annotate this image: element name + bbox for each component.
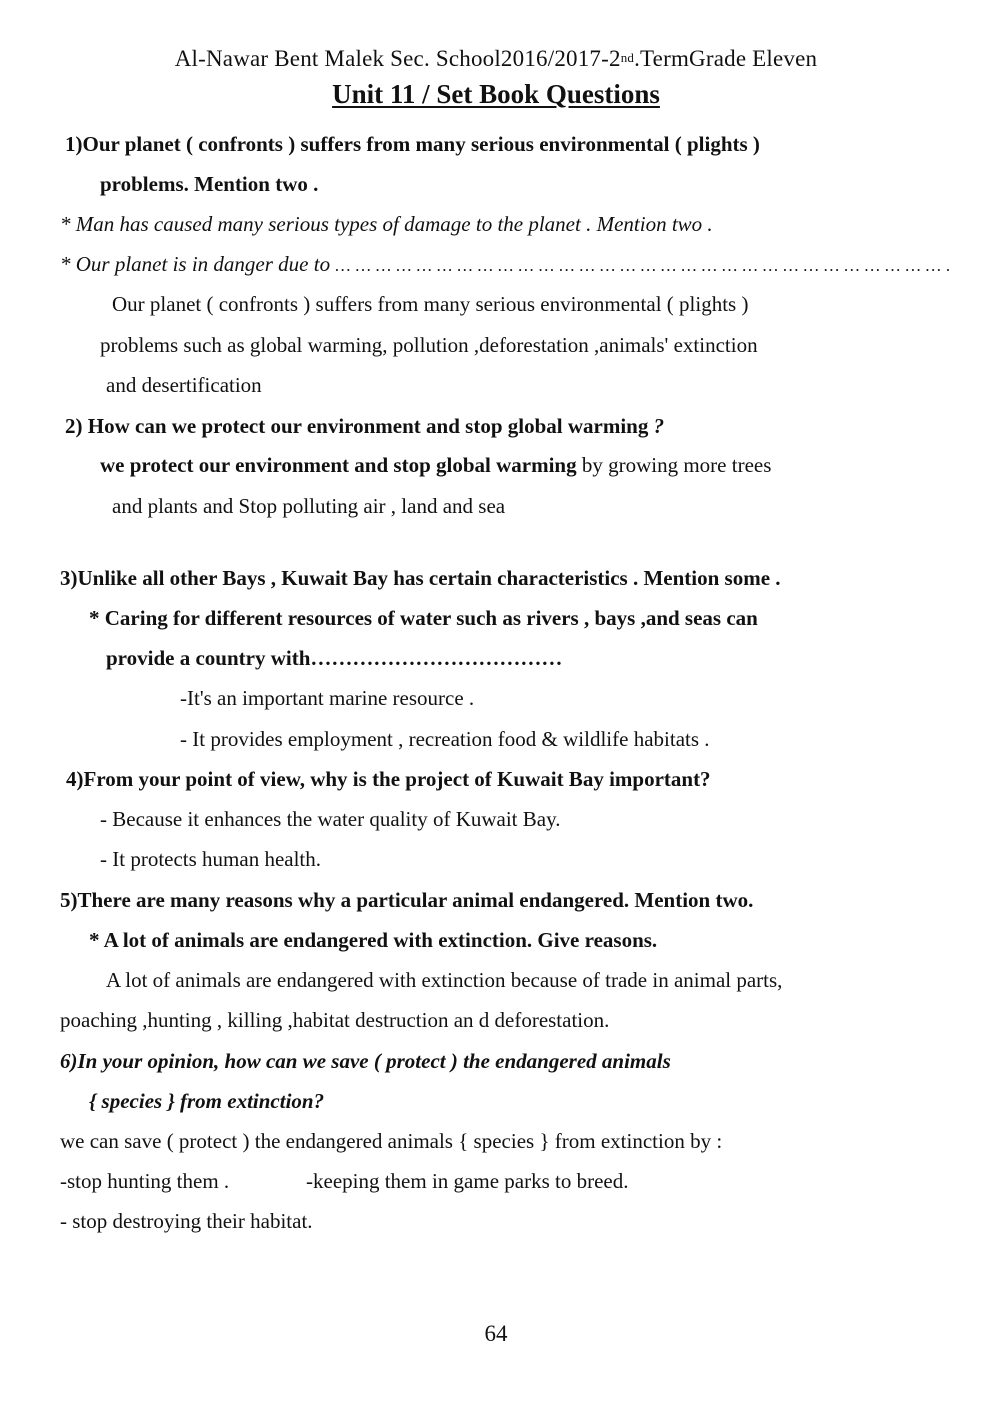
page-title: Unit 11 / Set Book Questions <box>332 79 660 109</box>
school-header <box>0 46 992 75</box>
ordinal-suffix: nd <box>620 50 635 65</box>
answer-6-item-3: - stop destroying their habitat. <box>60 1209 313 1233</box>
answer-6-intro: we can save ( protect ) the endangered animals { species } from extinction by : <box>60 1129 723 1153</box>
question-6-cont: { species } from extinction? <box>89 1089 325 1113</box>
answer-1-line-1: Our planet ( confronts ) suffers from many serious environmental ( plights ) <box>112 292 749 316</box>
answer-2-bold: we protect our environment and stop global warming <box>100 453 577 477</box>
answer-2-rest: by growing more trees <box>576 453 772 477</box>
answer-3-line-2: - It provides employment , recreation food & wildlife habitats . <box>180 727 710 751</box>
answer-2-line-1 <box>100 452 771 478</box>
question-2-text: 2) How can we protect our environment and stop global warming <box>65 414 654 438</box>
fill-in-dots: … … … … … … … … … … … … … … … … … … … … … … … … … … … … … … . <box>335 256 952 275</box>
answer-2-line-2: and plants and Stop polluting air , land and sea <box>112 494 506 518</box>
question-1-alt-1: * Man has caused many serious types of damage to the planet . Mention two . <box>60 212 713 236</box>
question-3-alt-2: provide a country with……………………………… <box>106 646 563 670</box>
school-name: Al-Nawar Bent Malek Sec. School2016/2017-2 <box>174 46 621 71</box>
answer-3-line-1: -It's an important marine resource . <box>180 686 475 710</box>
answer-4-line-1: - Because it enhances the water quality of Kuwait Bay. <box>100 807 561 831</box>
answer-5-line-2: poaching ,hunting , killing ,habitat destruction an d deforestation. <box>60 1008 610 1032</box>
question-4: 4)From your point of view, why is the project of Kuwait Bay important? <box>66 767 711 791</box>
answer-1-line-3: and desertification <box>106 373 262 397</box>
answer-6-item-2: -keeping them in game parks to breed. <box>306 1169 629 1193</box>
answer-4-line-2: - It protects human health. <box>100 847 322 871</box>
question-1-cont: problems. Mention two . <box>100 172 319 196</box>
answer-1-line-2: problems such as global warming, pollution ,deforestation ,animals' extinction <box>100 333 758 357</box>
answer-6-item-1: -stop hunting them . <box>60 1169 230 1193</box>
question-1-alt-2 <box>60 251 951 279</box>
question-2-mark: ? <box>653 414 665 438</box>
question-5: 5)There are many reasons why a particular animal endangered. Mention two. <box>60 888 754 912</box>
question-5-alt: * A lot of animals are endangered with extinction. Give reasons. <box>89 928 658 952</box>
question-3: 3)Unlike all other Bays , Kuwait Bay has certain characteristics . Mention some . <box>60 566 781 590</box>
question-1-alt-2-text: * Our planet is in danger due to <box>60 252 336 276</box>
question-1: 1)Our planet ( confronts ) suffers from many serious environmental ( plights ) <box>65 132 760 156</box>
term-grade: .TermGrade Eleven <box>634 46 818 71</box>
question-6: 6)In your opinion, how can we save ( protect ) the endangered animals <box>60 1049 671 1073</box>
answer-5-line-1: A lot of animals are endangered with extinction because of trade in animal parts, <box>106 968 783 992</box>
page-number: 64 <box>484 1321 508 1346</box>
question-3-alt-1: * Caring for different resources of water such as rivers , bays ,and seas can <box>89 606 758 630</box>
question-2 <box>65 413 664 439</box>
